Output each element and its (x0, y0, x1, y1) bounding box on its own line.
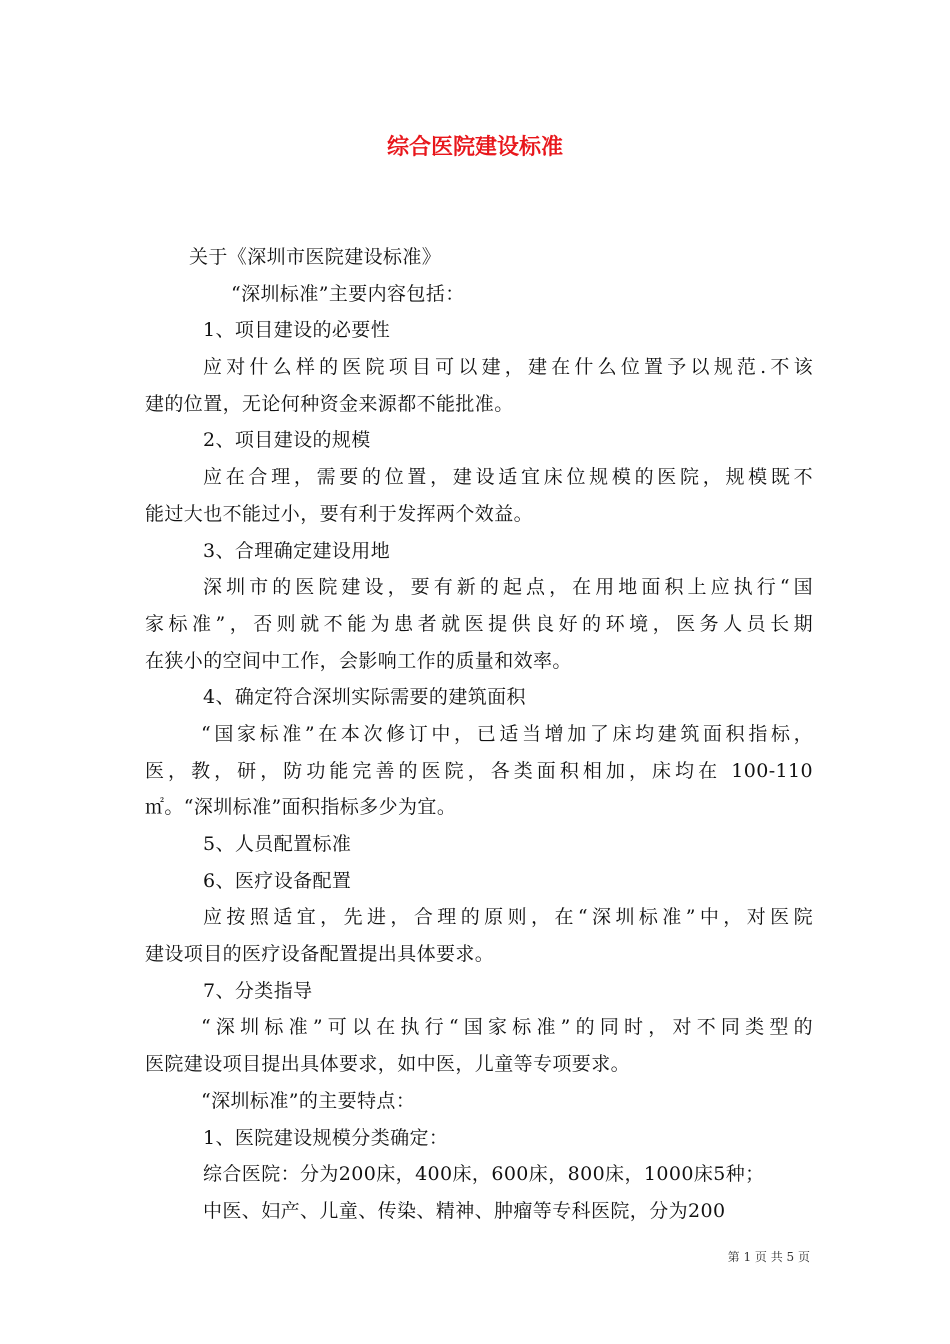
paragraph-line: 建设项目的医疗设备配置提出具体要求。 (145, 943, 495, 966)
paragraph-line: 5、人员配置标准 (203, 833, 352, 855)
page-number: 第 1 页 共 5 页 (727, 1250, 810, 1264)
paragraph-line: “深圳标准”的主要特点： (201, 1089, 416, 1112)
paragraph-line: 6、医疗设备配置 (203, 869, 352, 892)
paragraph-line: 1、项目建设的必要性 (203, 319, 391, 342)
document-title: 综合医院建设标准 (386, 135, 563, 160)
paragraph-line: “深圳标准”可以在执行“国家标准”的同时，对不同类型的 (201, 1016, 813, 1039)
paragraph-line: 中医、妇产、儿童、传染、精神、肿瘤等专科医院，分为200 (203, 1199, 726, 1222)
paragraph-line: 2、项目建设的规模 (203, 429, 371, 452)
paragraph-line: ㎡。“深圳标准”面积指标多少为宜。 (145, 796, 457, 819)
paragraph-line: 应在合理，需要的位置，建设适宜床位规模的医院，规模既不 (203, 466, 813, 489)
paragraph-line: 4、确定符合深圳实际需要的建筑面积 (203, 686, 526, 709)
paragraph-line: “国家标准”在本次修订中，已适当增加了床均建筑面积指标， (201, 722, 813, 745)
paragraph-line: 医，教，研，防功能完善的医院，各类面积相加，床均在 100-110 (145, 759, 813, 782)
paragraph-line: 综合医院：分为200床，400床，600床，800床，1000床5种； (203, 1163, 765, 1186)
paragraph-line: 在狭小的空间中工作，会影响工作的质量和效率。 (145, 649, 572, 672)
paragraph-line: 医院建设项目提出具体要求，如中医，儿童等专项要求。 (145, 1053, 631, 1076)
paragraph-line: 应对什么样的医院项目可以建，建在什么位置予以规范.不该 (203, 356, 813, 379)
paragraph-line: 应按照适宜，先进，合理的原则，在“深圳标准”中，对医院 (203, 906, 813, 929)
paragraph-line: 3、合理确定建设用地 (203, 539, 391, 562)
paragraph-line: 能过大也不能过小，要有利于发挥两个效益。 (145, 502, 534, 525)
paragraph-line: 深圳市的医院建设，要有新的起点，在用地面积上应执行“国 (203, 576, 813, 599)
paragraph-line: 建的位置，无论何种资金来源都不能批准。 (145, 392, 514, 415)
paragraph-line: “深圳标准”主要内容包括： (231, 282, 465, 305)
paragraph-line: 关于《深圳市医院建设标准》 (189, 246, 442, 268)
paragraph-line: 7、分类指导 (203, 979, 313, 1002)
document-body (145, 239, 813, 1230)
paragraph-line: 1、医院建设规模分类确定： (203, 1126, 449, 1149)
paragraph-line: 家标准”，否则就不能为患者就医提供良好的环境，医务人员长期 (145, 612, 813, 635)
